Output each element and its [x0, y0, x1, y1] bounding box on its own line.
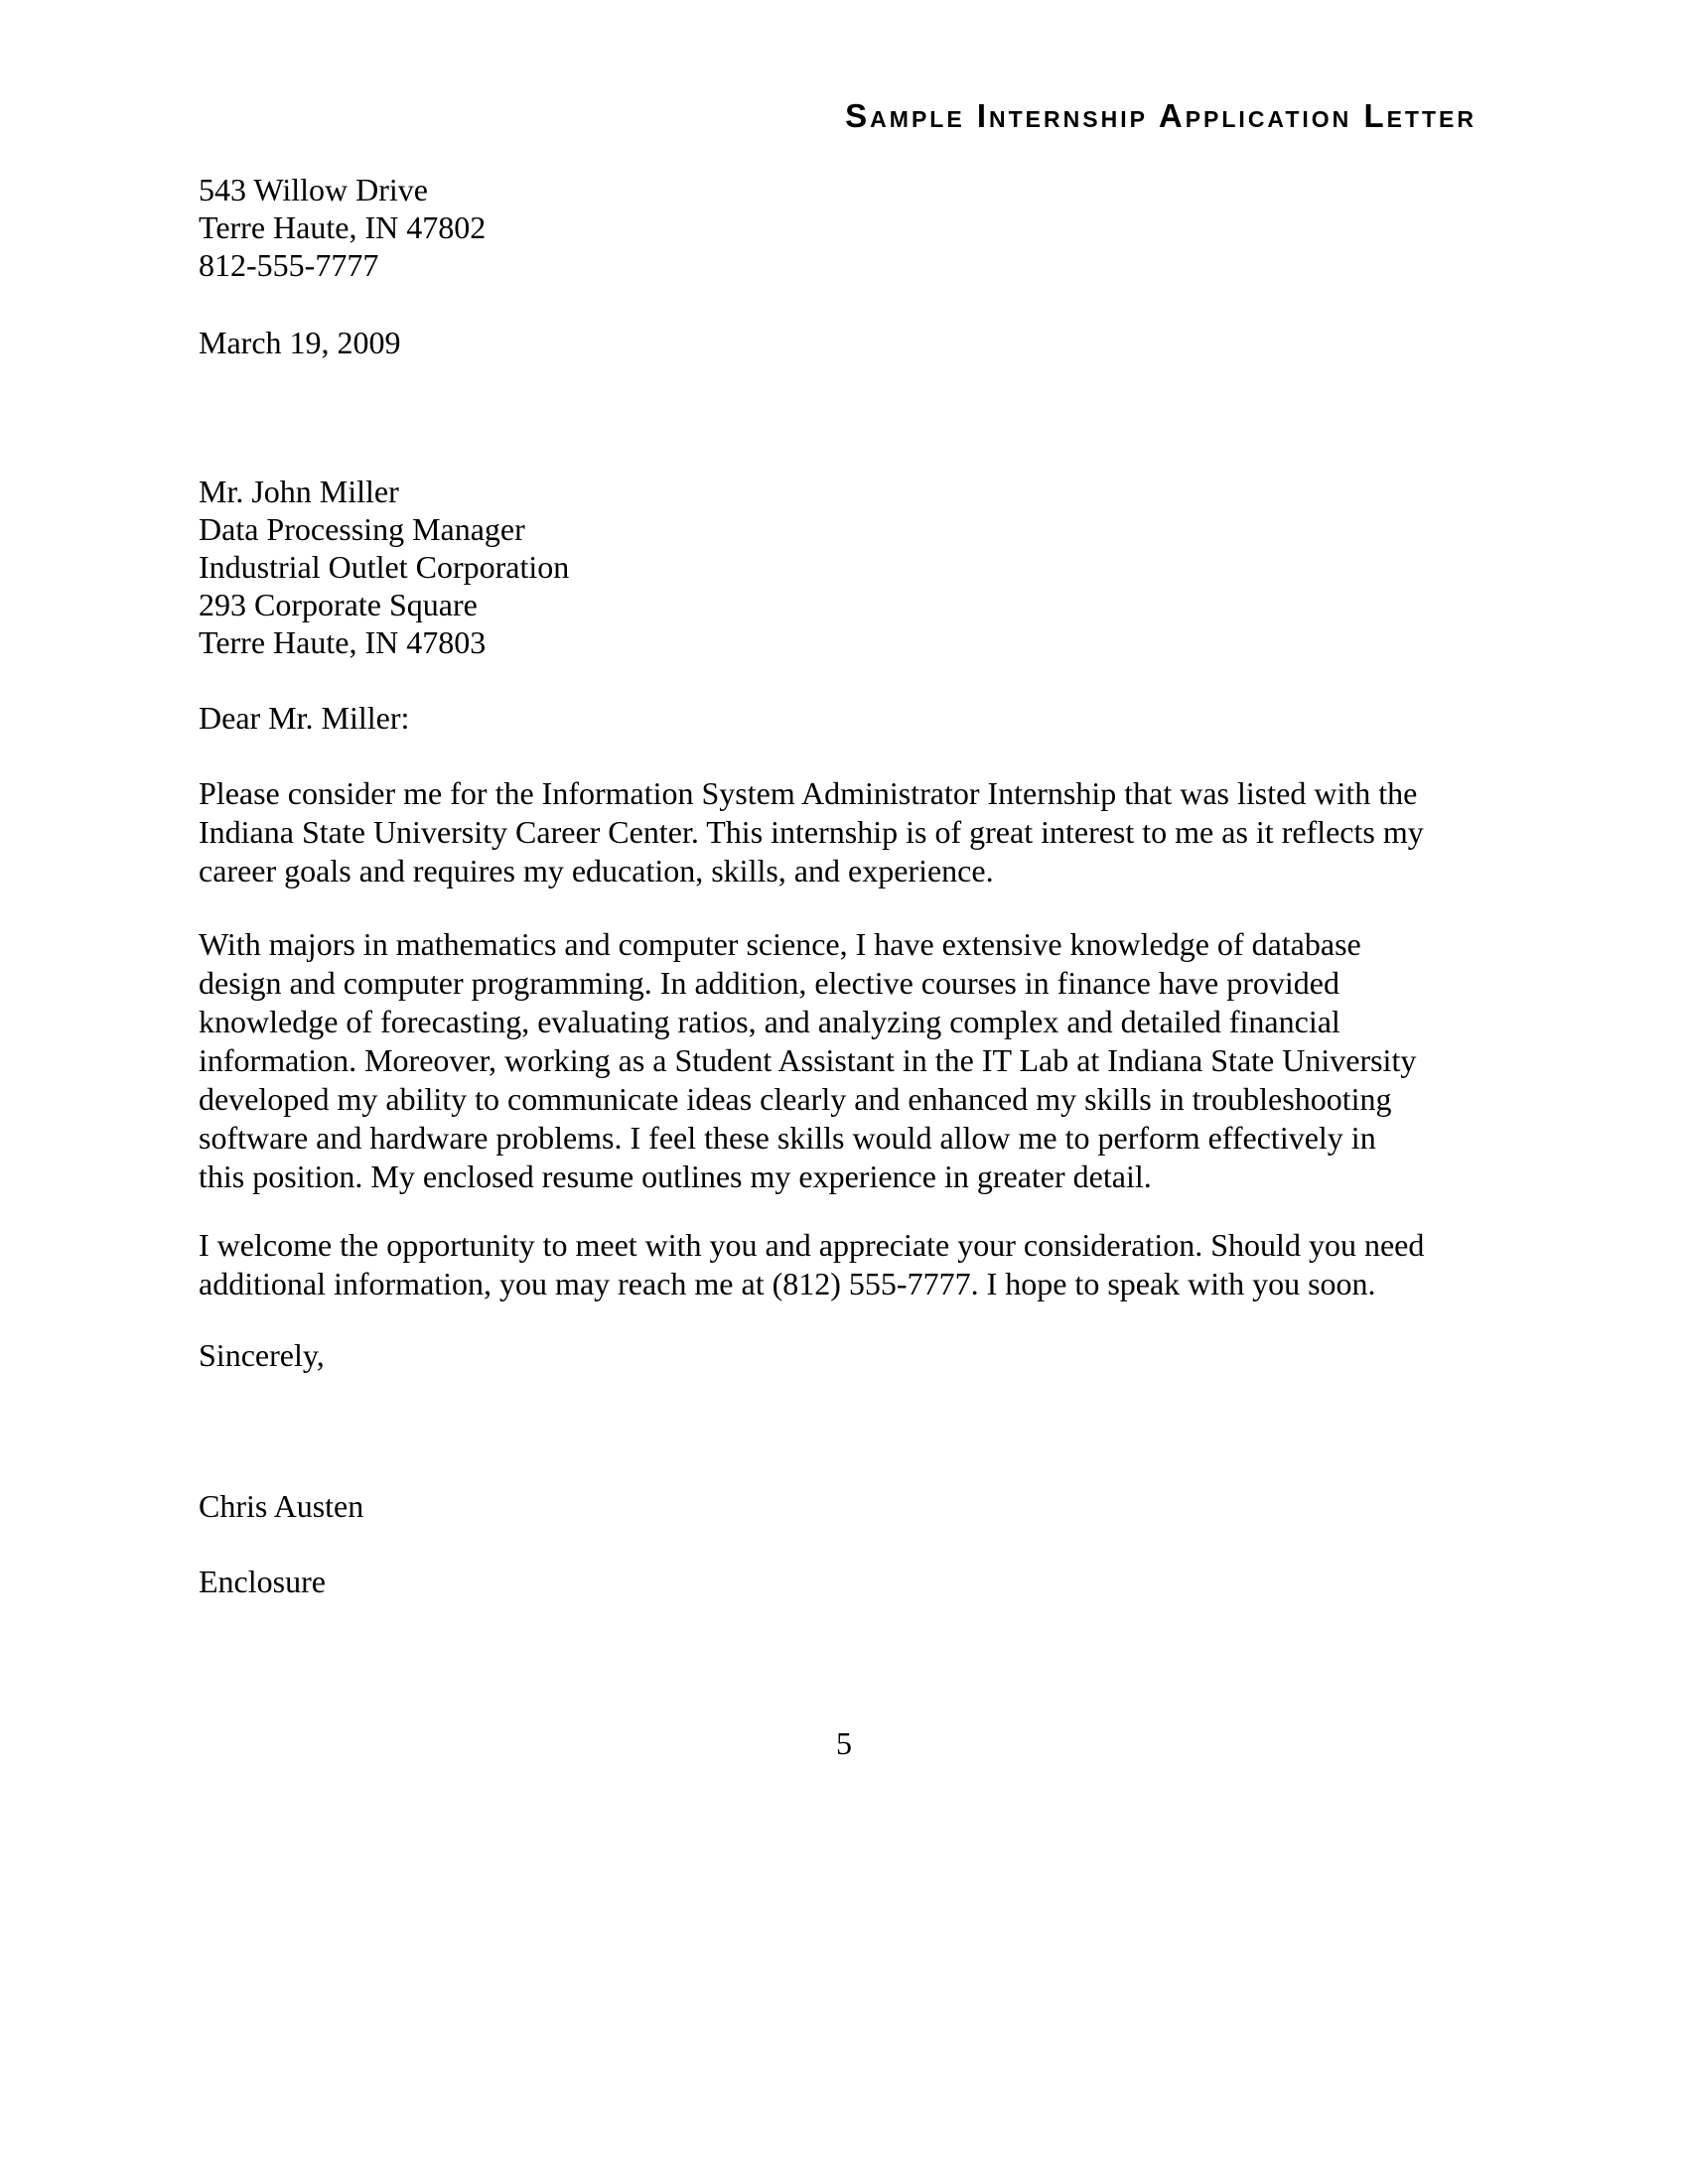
- body-paragraph-3: [199, 1226, 1489, 1303]
- paragraph-line: career goals and requires my education, skills, and experience.: [199, 853, 994, 888]
- closing: Sincerely,: [199, 1337, 325, 1373]
- signature-name: Chris Austen: [199, 1488, 364, 1524]
- paragraph-line: With majors in mathematics and computer science, I have extensive knowledge of database: [199, 926, 1361, 962]
- recipient-city-state-zip: Terre Haute, IN 47803: [199, 624, 487, 660]
- document-header-title: Sample Internship Application Letter: [845, 97, 1477, 134]
- paragraph-line: developed my ability to communicate ideas clearly and enhanced my skills in troubleshooting: [199, 1081, 1392, 1117]
- paragraph-line: information. Moreover, working as a Student Assistant in the IT Lab at Indiana State University: [199, 1042, 1417, 1078]
- recipient-name: Mr. John Miller: [199, 474, 399, 509]
- recipient-company: Industrial Outlet Corporation: [199, 549, 570, 585]
- page-number: 5: [836, 1725, 852, 1761]
- sender-address: [199, 171, 1489, 284]
- recipient-street: 293 Corporate Square: [199, 587, 478, 622]
- paragraph-line: design and computer programming. In addition, elective courses in finance have provided: [199, 965, 1339, 1001]
- paragraph-line: additional information, you may reach me at (812) 555-7777. I hope to speak with you soon.: [199, 1266, 1376, 1301]
- paragraph-line: this position. My enclosed resume outlines my experience in greater detail.: [199, 1159, 1152, 1194]
- paragraph-line: software and hardware problems. I feel these skills would allow me to perform effectively in: [199, 1120, 1376, 1156]
- enclosure-block: [199, 1563, 1489, 1600]
- enclosure-note: Enclosure: [199, 1564, 326, 1599]
- paragraph-line: Please consider me for the Information System Administrator Internship that was listed with the: [199, 775, 1418, 811]
- salutation: Dear Mr. Miller:: [199, 700, 410, 736]
- sender-phone: 812-555-7777: [199, 247, 379, 283]
- sender-city-state-zip: Terre Haute, IN 47802: [199, 209, 487, 245]
- paragraph-line: knowledge of forecasting, evaluating ratios, and analyzing complex and detailed financial: [199, 1004, 1340, 1039]
- body-paragraph-2: [199, 925, 1489, 1196]
- paragraph-line: I welcome the opportunity to meet with you and appreciate your consideration. Should you need: [199, 1227, 1425, 1263]
- letter-date-block: [199, 324, 1489, 361]
- sender-street: 543 Willow Drive: [199, 172, 428, 207]
- signature-block: [199, 1487, 1489, 1525]
- salutation-block: [199, 699, 1489, 737]
- body-paragraph-1: [199, 774, 1489, 890]
- paragraph-line: Indiana State University Career Center. This internship is of great interest to me as it reflects my: [199, 814, 1424, 850]
- closing-block: [199, 1336, 1489, 1374]
- letter-date: March 19, 2009: [199, 325, 401, 360]
- recipient-address: [199, 473, 1489, 661]
- recipient-title: Data Processing Manager: [199, 511, 525, 547]
